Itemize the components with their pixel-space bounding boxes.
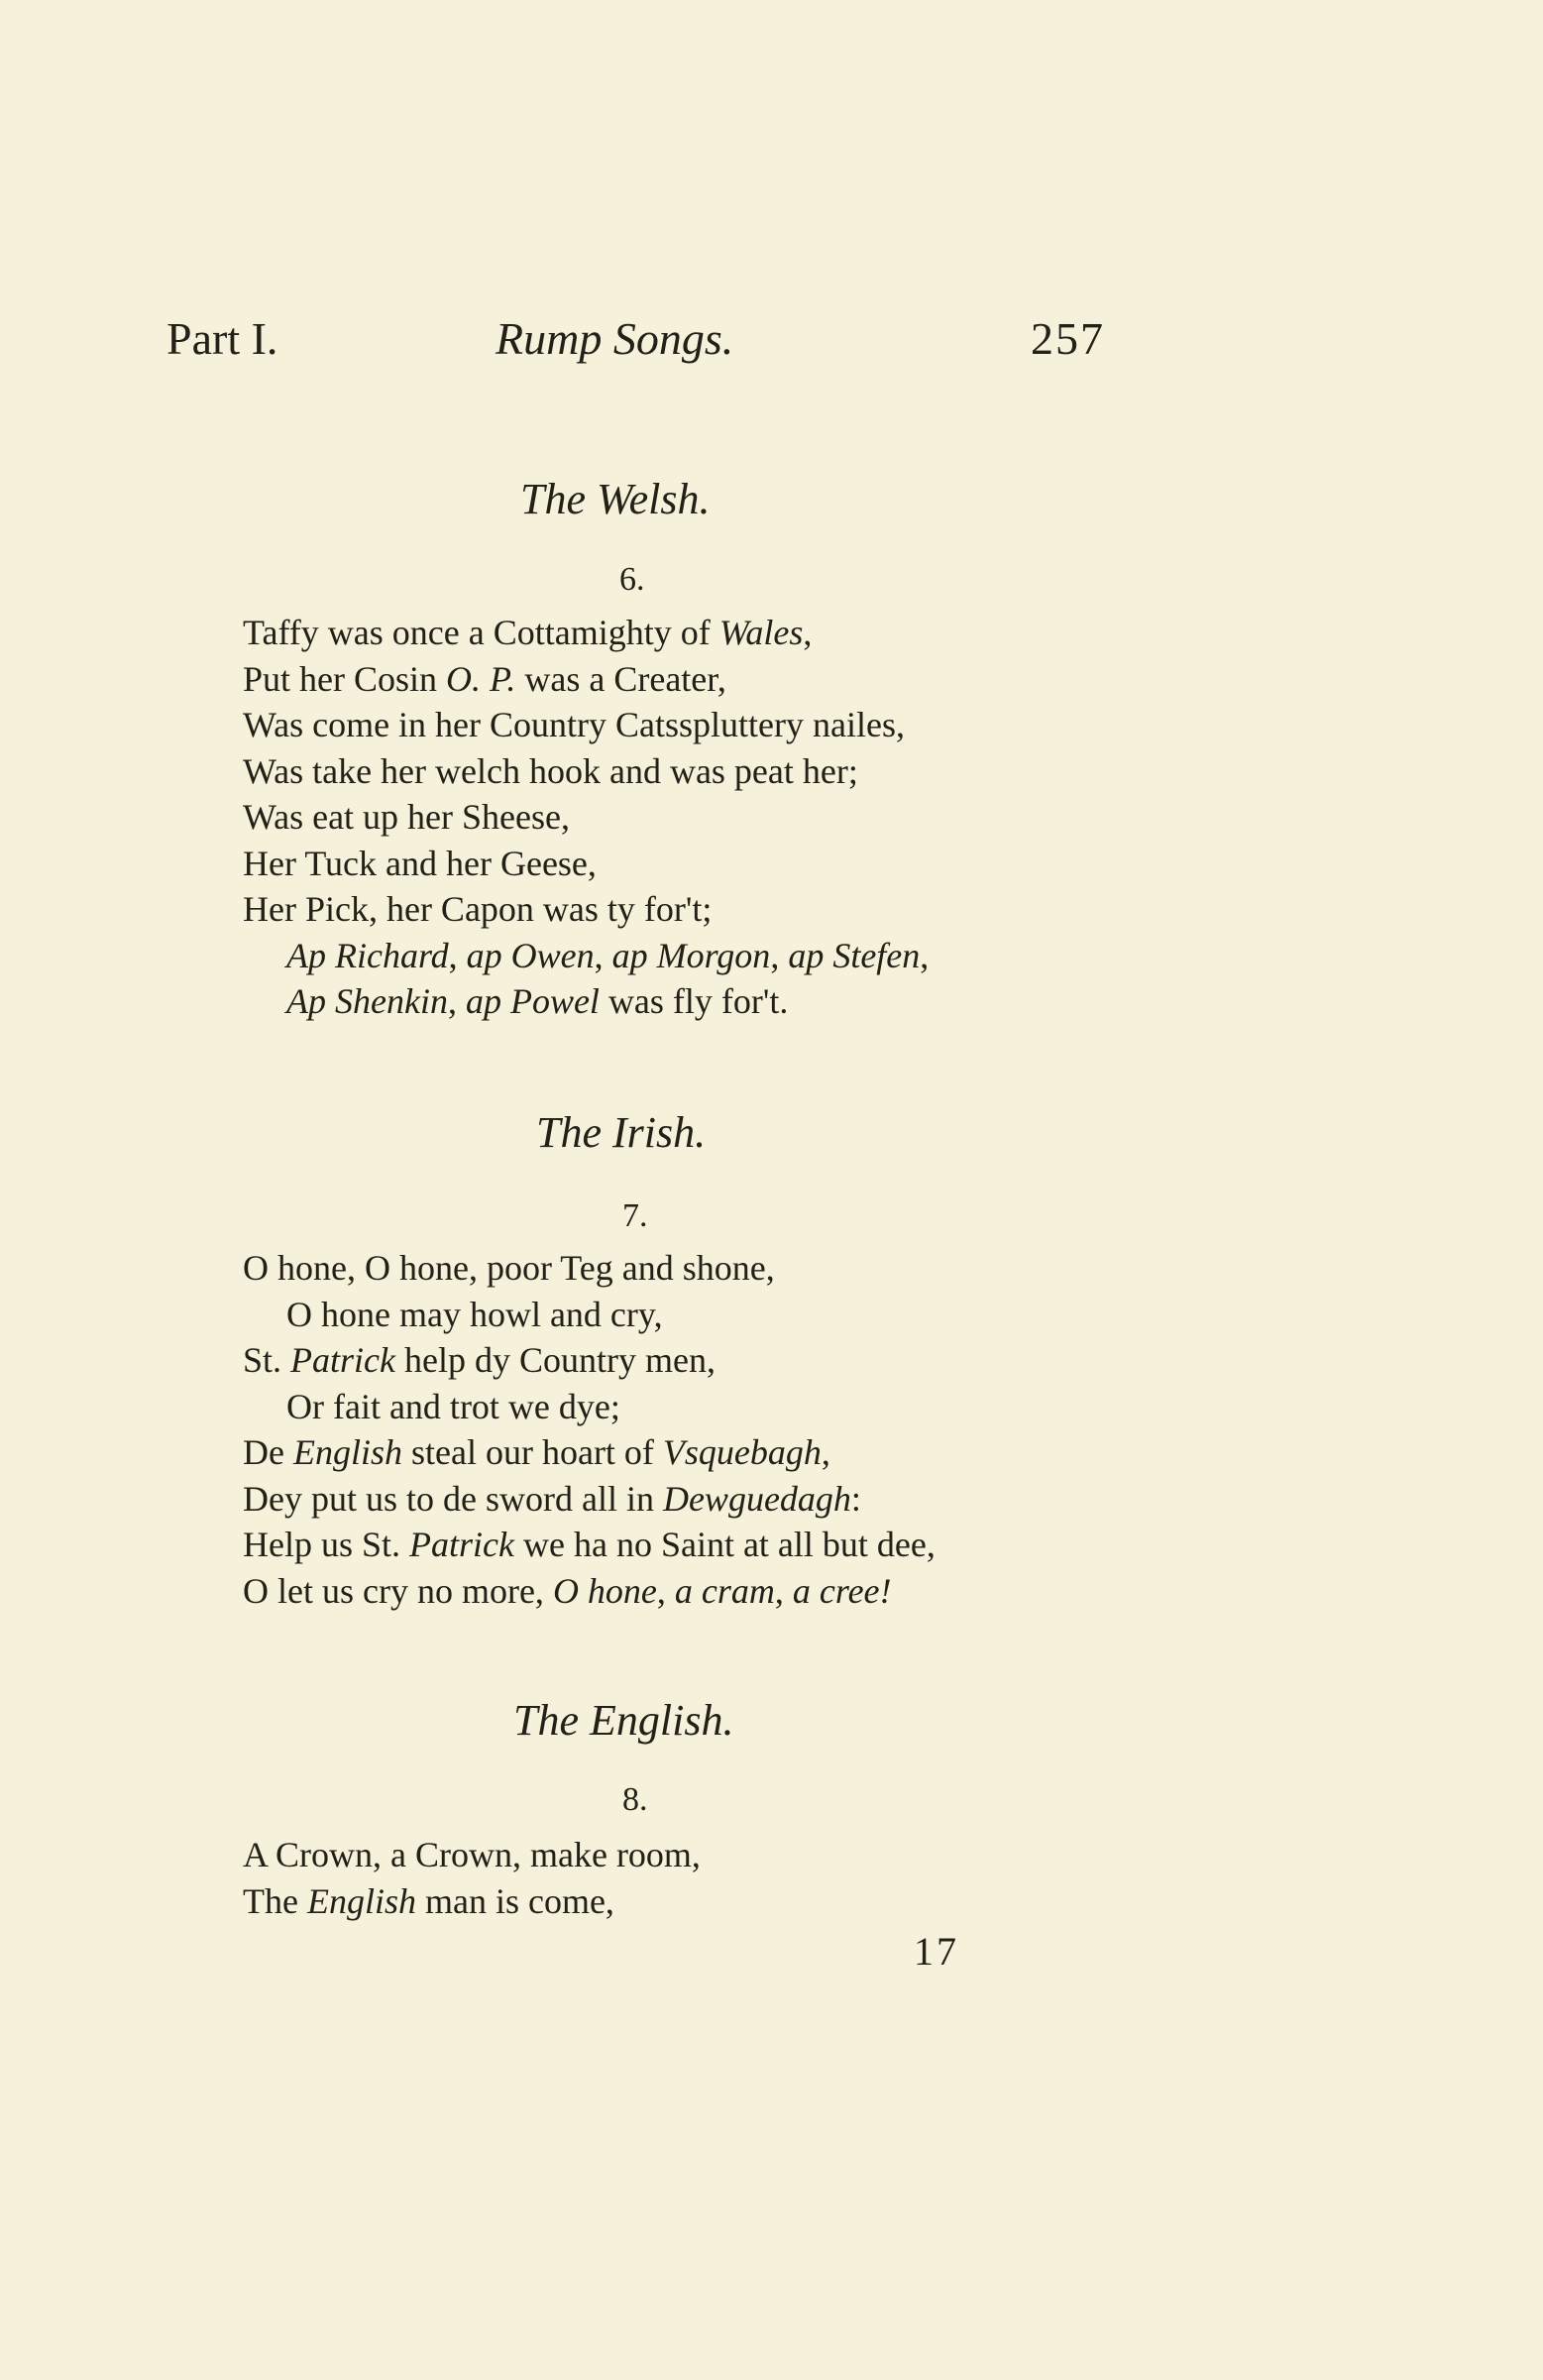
verse-line (243, 1292, 936, 1338)
verse-line (243, 886, 929, 933)
italic-text: English (306, 1880, 416, 1921)
verse-text: steal our hoart of (402, 1432, 663, 1472)
stanza-number-7: 7. (622, 1197, 648, 1234)
verse-text: , (770, 935, 789, 975)
verse-text: A Crown, a Crown, make room, (243, 1835, 701, 1874)
running-head-part: Part I. (166, 313, 278, 364)
italic-text: a cram (674, 1570, 775, 1611)
page-number: 257 (1031, 313, 1105, 364)
verse-text: Her Tuck and her Geese, (243, 843, 597, 883)
verse-text: was a Creater, (515, 658, 726, 699)
signature-mark: 17 (914, 1929, 959, 1974)
verse-line (243, 933, 929, 979)
verse-text: Dey put us to de sword all in (243, 1478, 663, 1519)
stanza-english (243, 1832, 701, 1924)
verse-line (243, 1568, 936, 1615)
verse-text: O let us cry no more, (243, 1570, 553, 1611)
verse-text: Taffy was once a Cottamighty of (243, 613, 719, 652)
verse-text: Was come in her Country Catsspluttery nailes, (243, 705, 905, 744)
verse-text: we ha no Saint at all but dee, (513, 1525, 936, 1564)
verse-text: was fly for't. (599, 981, 789, 1021)
section-heading-welsh: The Welsh. (520, 475, 711, 523)
verse-text: , (448, 935, 467, 975)
verse-text: Or fait and trot we dye; (286, 1386, 620, 1426)
italic-text: Ap Richard (286, 935, 449, 975)
verse-line (243, 1832, 701, 1878)
section-heading-irish: The Irish. (536, 1108, 707, 1157)
running-head (0, 312, 1543, 372)
verse-line (243, 702, 929, 748)
verse-text: man is come, (415, 1880, 614, 1921)
italic-text: ap Powel (465, 981, 600, 1021)
verse-text: help dy Country men, (395, 1340, 716, 1380)
verse-text: , (594, 935, 612, 975)
italic-text: English (292, 1432, 402, 1472)
verse-line (243, 1878, 701, 1925)
stanza-irish (243, 1245, 936, 1614)
verse-text: De (243, 1432, 293, 1472)
verse-text: , (821, 1432, 830, 1472)
italic-text: a cree! (792, 1570, 892, 1611)
verse-text: O hone, O hone, poor Teg and shone, (243, 1248, 775, 1288)
verse-line (243, 1522, 936, 1568)
section-heading-english: The English. (513, 1696, 734, 1745)
verse-text: , (656, 1570, 675, 1611)
verse-text: , (774, 1570, 793, 1611)
verse-text: , (447, 981, 466, 1021)
italic-text: O hone (552, 1570, 657, 1611)
italic-text: ap Stefen (788, 935, 921, 975)
verse-line (243, 978, 929, 1025)
italic-text: O. P. (446, 658, 516, 699)
verse-line (243, 841, 929, 887)
verse-text: St. (243, 1340, 291, 1380)
verse-text: Help us St. (243, 1525, 410, 1564)
running-head-title: Rump Songs. (496, 313, 734, 364)
italic-text: Patrick (409, 1525, 514, 1564)
verse-line (243, 1476, 936, 1523)
italic-text: ap Morgon (611, 935, 771, 975)
verse-line (243, 1384, 936, 1430)
verse-text: Her Pick, her Capon was ty for't; (243, 889, 713, 929)
stanza-welsh (243, 610, 929, 1025)
italic-text: ap Owen (466, 935, 595, 975)
verse-text: Was take her welch hook and was peat her; (243, 750, 858, 791)
verse-line (243, 1337, 936, 1384)
italic-text: Patrick (290, 1340, 395, 1380)
verse-line (243, 748, 929, 795)
italic-text: Ap Shenkin (286, 981, 448, 1021)
italic-text: Vsquebagh (662, 1432, 822, 1472)
verse-line (243, 794, 929, 841)
verse-text: Was eat up her Sheese, (243, 797, 570, 837)
verse-line (243, 1245, 936, 1292)
verse-text: , (920, 935, 930, 975)
stanza-number-8: 8. (622, 1781, 648, 1818)
verse-line (243, 610, 929, 656)
verse-text: O hone may howl and cry, (286, 1294, 663, 1334)
stanza-number-6: 6. (619, 561, 645, 598)
verse-text: , (803, 613, 813, 652)
verse-text: : (850, 1478, 861, 1519)
verse-line (243, 1429, 936, 1476)
verse-line (243, 656, 929, 703)
italic-text: Dewguedagh (662, 1478, 851, 1519)
verse-text: Put her Cosin (243, 658, 447, 699)
verse-text: The (243, 1880, 307, 1921)
italic-text: Wales (718, 613, 804, 652)
